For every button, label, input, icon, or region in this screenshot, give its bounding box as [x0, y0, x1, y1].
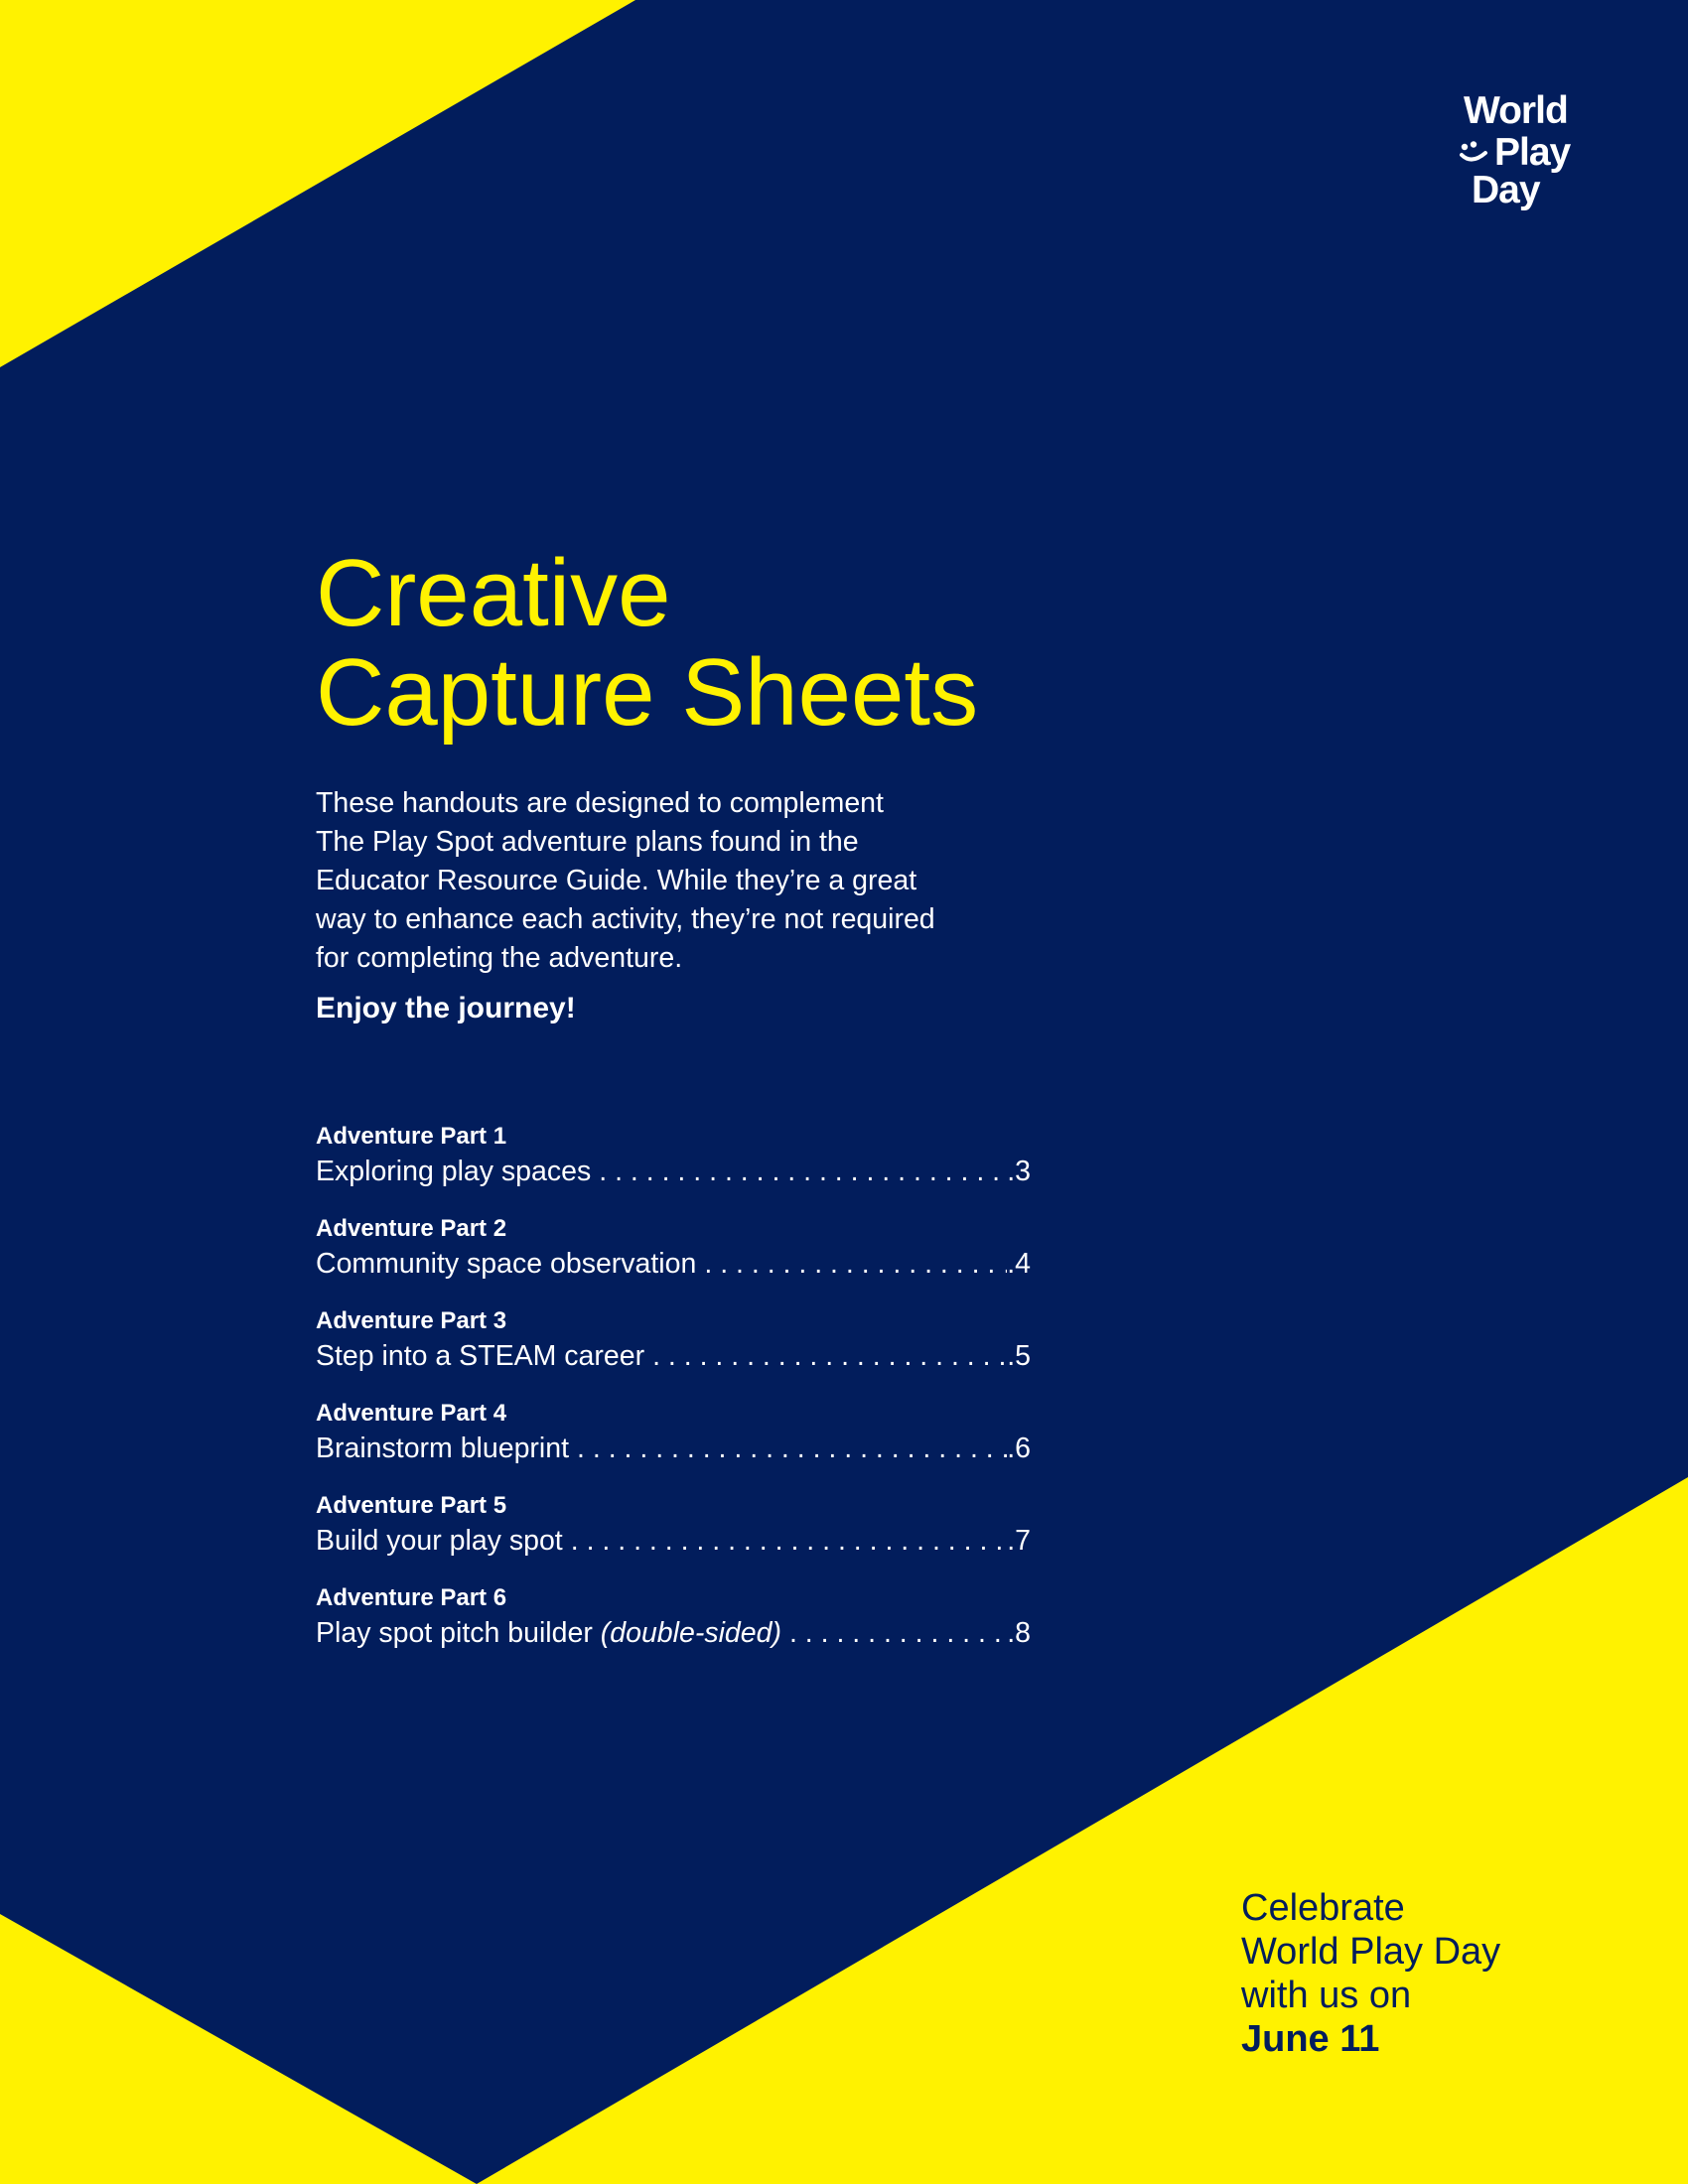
enjoy-tagline: Enjoy the journey!	[316, 992, 576, 1024]
page-title	[316, 540, 1209, 746]
dot-leader	[781, 1614, 1007, 1652]
intro-paragraph	[316, 784, 1011, 978]
intro-line: way to enhance each activity, they’re not required	[316, 903, 935, 935]
toc-item-part-5[interactable]	[316, 1491, 1031, 1583]
toc-entry-label-text: Play spot pitch builder	[316, 1617, 593, 1649]
toc-entry-note: (double-sided)	[600, 1617, 781, 1649]
table-of-contents	[316, 1122, 1031, 1676]
title-line-1: Creative	[316, 540, 671, 646]
intro-line: for completing the adventure.	[316, 942, 683, 974]
intro-line: Educator Resource Guide. While they’re a great	[316, 865, 917, 896]
celebrate-line: with us on	[1241, 1975, 1412, 2016]
yellow-corner-top-left	[0, 0, 635, 367]
toc-page-number: .8	[1007, 1617, 1031, 1649]
yellow-corner-bottom-left	[0, 1914, 477, 2184]
toc-part-heading: Adventure Part 5	[316, 1492, 507, 1519]
toc-part-heading: Adventure Part 4	[316, 1400, 507, 1427]
logo-word-play: Play	[1494, 131, 1571, 174]
toc-entry-label: Exploring play spaces	[316, 1156, 592, 1187]
toc-part-heading: Adventure Part 6	[316, 1584, 507, 1611]
toc-page-number: .7	[1007, 1525, 1031, 1557]
toc-part-heading: Adventure Part 1	[316, 1123, 507, 1150]
toc-item-part-2[interactable]	[316, 1214, 1031, 1306]
toc-page-number: .5	[1007, 1340, 1031, 1372]
intro-line: These handouts are designed to complement	[316, 787, 884, 819]
celebrate-callout	[1241, 1886, 1569, 2061]
dot-leader	[569, 1430, 1007, 1467]
celebrate-line: World Play Day	[1241, 1931, 1501, 1973]
toc-item-part-6[interactable]	[316, 1583, 1031, 1676]
dot-leader	[563, 1522, 1007, 1560]
toc-entry-label: Build your play spot	[316, 1525, 563, 1557]
celebrate-line: Celebrate	[1241, 1887, 1405, 1929]
smile-icon	[1460, 141, 1491, 167]
toc-entry-label: Step into a STEAM career	[316, 1340, 645, 1372]
toc-entry-label: Community space observation	[316, 1248, 697, 1280]
dot-leader	[696, 1245, 1007, 1283]
toc-item-part-3[interactable]	[316, 1306, 1031, 1399]
toc-entry-label	[316, 1614, 781, 1652]
title-line-2: Capture Sheets	[316, 639, 979, 746]
toc-part-heading: Adventure Part 3	[316, 1307, 507, 1334]
toc-item-part-1[interactable]	[316, 1122, 1031, 1214]
toc-item-part-4[interactable]	[316, 1399, 1031, 1491]
dot-leader	[591, 1153, 1007, 1190]
logo-word-day: Day	[1472, 169, 1540, 211]
dot-leader	[644, 1337, 1007, 1375]
celebrate-date: June 11	[1241, 2018, 1380, 2060]
toc-entry-label: Brainstorm blueprint	[316, 1433, 570, 1464]
toc-page-number: .6	[1007, 1433, 1031, 1464]
toc-part-heading: Adventure Part 2	[316, 1215, 507, 1242]
logo-word-world: World	[1464, 89, 1568, 132]
toc-page-number: .4	[1007, 1248, 1031, 1280]
world-play-day-logo	[1452, 91, 1601, 210]
intro-line: The Play Spot adventure plans found in the	[316, 826, 859, 858]
toc-page-number: .3	[1007, 1156, 1031, 1187]
